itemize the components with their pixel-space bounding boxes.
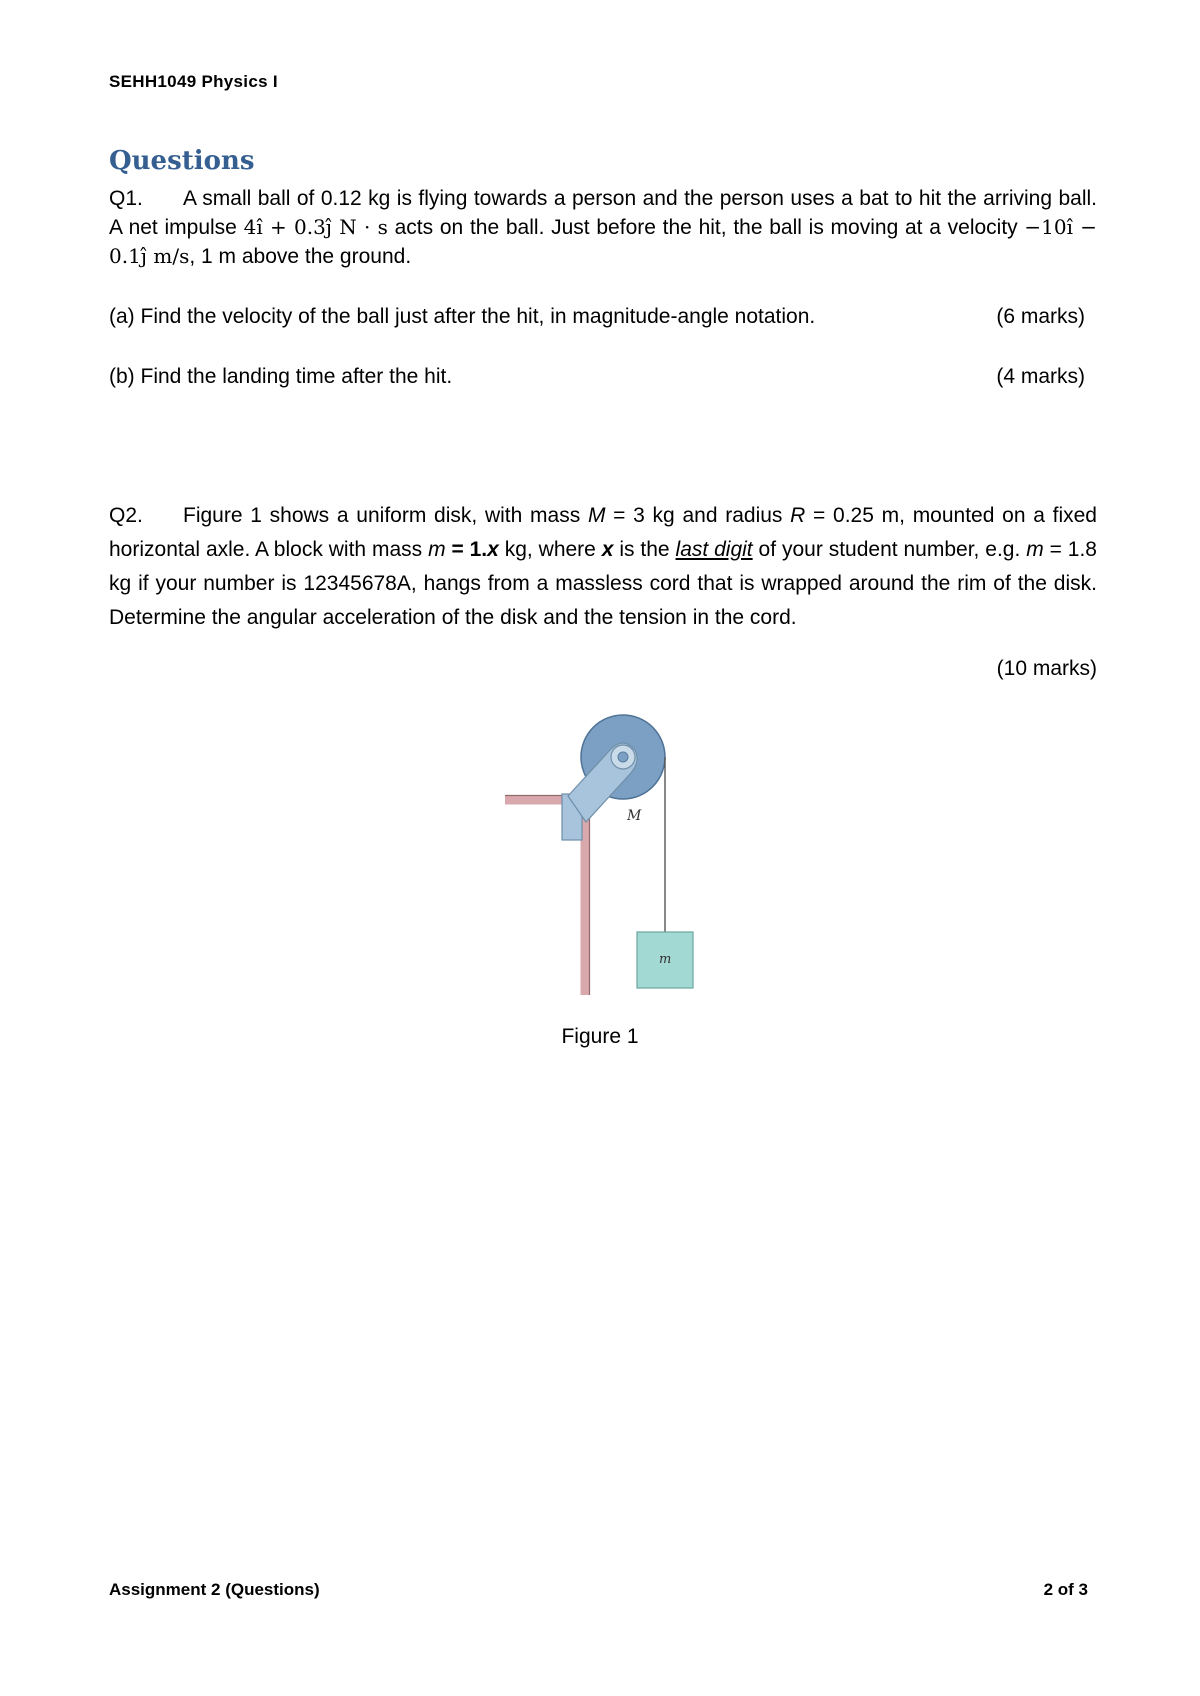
footer-left: Assignment 2 (Questions) [109,1580,320,1599]
q2-text: = 0.25 m, mounted on a fixed horizontal axle. A block with mass [109,504,1097,561]
block-label: m [659,952,672,967]
q2-statement [109,499,1097,635]
q2-var-x: x [601,538,614,561]
q2-last-digit: last digit [675,538,753,561]
q1-part-a [109,302,1085,331]
figure-caption: Figure 1 [561,1025,639,1048]
q2-text: Figure 1 shows a uniform disk, with mass [183,504,588,527]
q2-var-R: R [790,504,806,527]
q1-impulse: 4î + 0.3ĵ N · s [243,215,388,239]
section-heading: Questions [109,146,255,176]
q1-velocity: −10î − 0.1ĵ m/s [109,215,1098,268]
q1-text-3: , 1 m above the ground. [189,245,412,268]
q1-statement [109,184,1097,271]
disk-label: M [627,808,642,824]
q1-text-2: acts on the ball. Just before the hit, the ball is moving at a velocity [387,216,1025,239]
q1-part-a-text: (a) Find the velocity of the ball just after the hit, in magnitude-angle notation. [109,305,816,328]
q1-text-1: A small ball of 0.12 kg is flying towards a person and the person uses a bat to hit the arriving ball. A net impulse [109,187,1097,239]
q2-var-m: m [1026,538,1044,561]
q1-part-b-text: (b) Find the landing time after the hit. [109,365,453,388]
q2-marks: (10 marks) [996,657,1097,680]
q1-part-b [109,362,1085,391]
q2-var-x: x [487,538,499,561]
q1-part-a-marks: (6 marks) [996,305,1085,328]
q2-text: = 3 kg and radius [605,504,791,527]
q2-label: Q2. [109,504,143,527]
running-header: SEHH1049 Physics I [109,72,278,91]
footer-page-number: 2 of 3 [1043,1580,1088,1599]
q1-label: Q1. [109,187,143,210]
q2-text: of your student number, e.g. [752,538,1027,561]
figure-1 [490,700,710,1000]
q2-text: = 1. [445,538,488,561]
q2-text: is the [613,538,676,561]
q2-text: = 1.8 kg if your number is 12345678A, hangs from a massless cord that is wrapped around the rim of the disk. Determine the angular acceleration of the disk and the tension in the cord. [109,538,1097,629]
q2-text: kg, where [498,538,602,561]
q2-var-M: M [587,504,606,527]
q2-var-m: m [428,538,446,561]
q1-part-b-marks: (4 marks) [996,365,1085,388]
